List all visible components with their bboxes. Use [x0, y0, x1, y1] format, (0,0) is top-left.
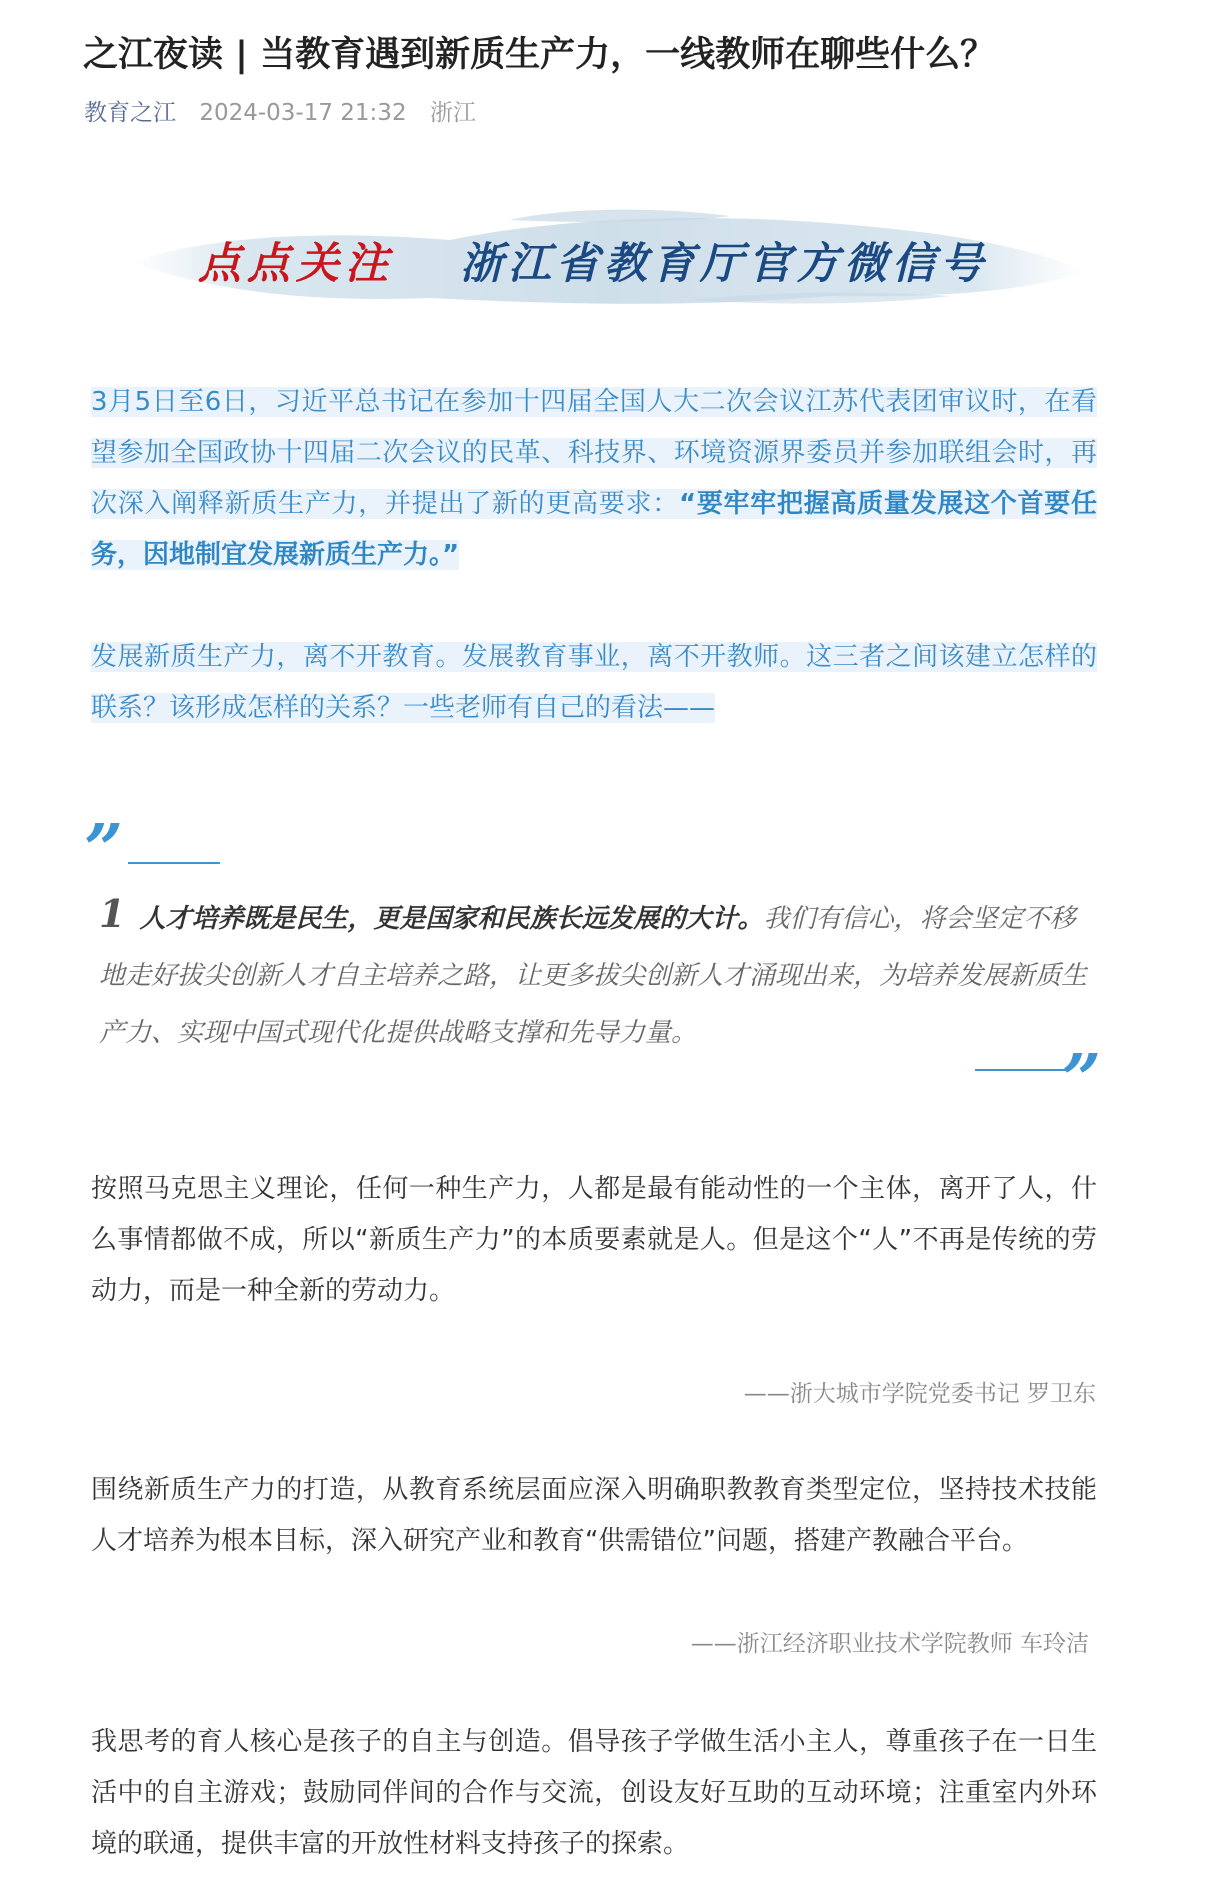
attribution-1: ——浙大城市学院党委书记 罗卫东 [743, 1381, 1096, 1407]
banner-account-text: 浙江省教育厅官方微信号 [460, 239, 988, 289]
quote-open-mark: ” [84, 810, 124, 890]
publish-time: 2024-03-17 21:32 [199, 100, 407, 126]
article-meta [84, 97, 476, 129]
quote-emphasis: 人才培养既是民生，更是国家和民族长远发展的大计。 [139, 904, 764, 934]
body-paragraph-3: 我思考的育人核心是孩子的自主与创造。倡导孩子学做生活小主人，尊重孩子在一日生活中的自主游戏；鼓励同伴间的合作与交流，创设友好互助的互动环境；注重室内外环境的联通，提供丰富的开放性材料支持孩子的探索。 [91, 1727, 1097, 1859]
publish-location: 浙江 [429, 100, 476, 126]
quote-number: 1 [99, 891, 126, 936]
account-name-link[interactable]: 教育之江 [84, 100, 176, 126]
quote-close-rule [975, 1069, 1070, 1071]
banner-follow-text: 点点关注 [198, 239, 394, 289]
follow-banner [130, 200, 1085, 320]
body-paragraph-1: 按照马克思主义理论，任何一种生产力，人都是最有能动性的一个主体，离开了人，什么事情都做不成，所以“新质生产力”的本质要素就是人。但是这个“人”不再是传统的劳动力，而是一种全新的劳动力。 [91, 1174, 1097, 1306]
attribution-2: ——浙江经济职业技术学院教师 车玲洁 [690, 1631, 1089, 1657]
quote-open-rule [128, 862, 220, 864]
article-title: 之江夜读 | 当教育遇到新质生产力，一线教师在聊些什么？ [83, 35, 996, 75]
quote-text: 我们有信心，将会坚定不移地走好拔尖创新人才自主培养之路，让更多拔尖创新人才涌现出来，为培养发展新质生产力、实现中国式现代化提供战略支撑和先导力量。 [99, 904, 1088, 1048]
body-paragraph-2: 围绕新质生产力的打造，从教育系统层面应深入明确职教教育类型定位，坚持技术技能人才培养为根本目标，深入研究产业和教育“供需错位”问题，搭建产教融合平台。 [91, 1475, 1097, 1556]
quote-block [99, 885, 1099, 1062]
intro-paragraph-2-text: 发展新质生产力，离不开教育。发展教育事业，离不开教师。这三者之间该建立怎样的联系？该形成怎样的关系？一些老师有自己的看法—— [91, 642, 1097, 723]
intro-paragraph-1 [91, 377, 1097, 581]
intro-paragraph-2 [91, 632, 1097, 734]
quote-close-mark: ” [1062, 1040, 1102, 1120]
intro-paragraph-1-text: 3月5日至6日，习近平总书记在参加十四届全国人大二次会议江苏代表团审议时，在看望参加全国政协十四届二次会议的民革、科技界、环境资源界委员并参加联组会时，再次深入阐释新质生产力，并提出了新的更高要求： [91, 387, 1097, 519]
intro-paragraph-1-emphasis: “要牢牢把握高质量发展这个首要任务，因地制宜发展新质生产力。” [91, 489, 1097, 570]
